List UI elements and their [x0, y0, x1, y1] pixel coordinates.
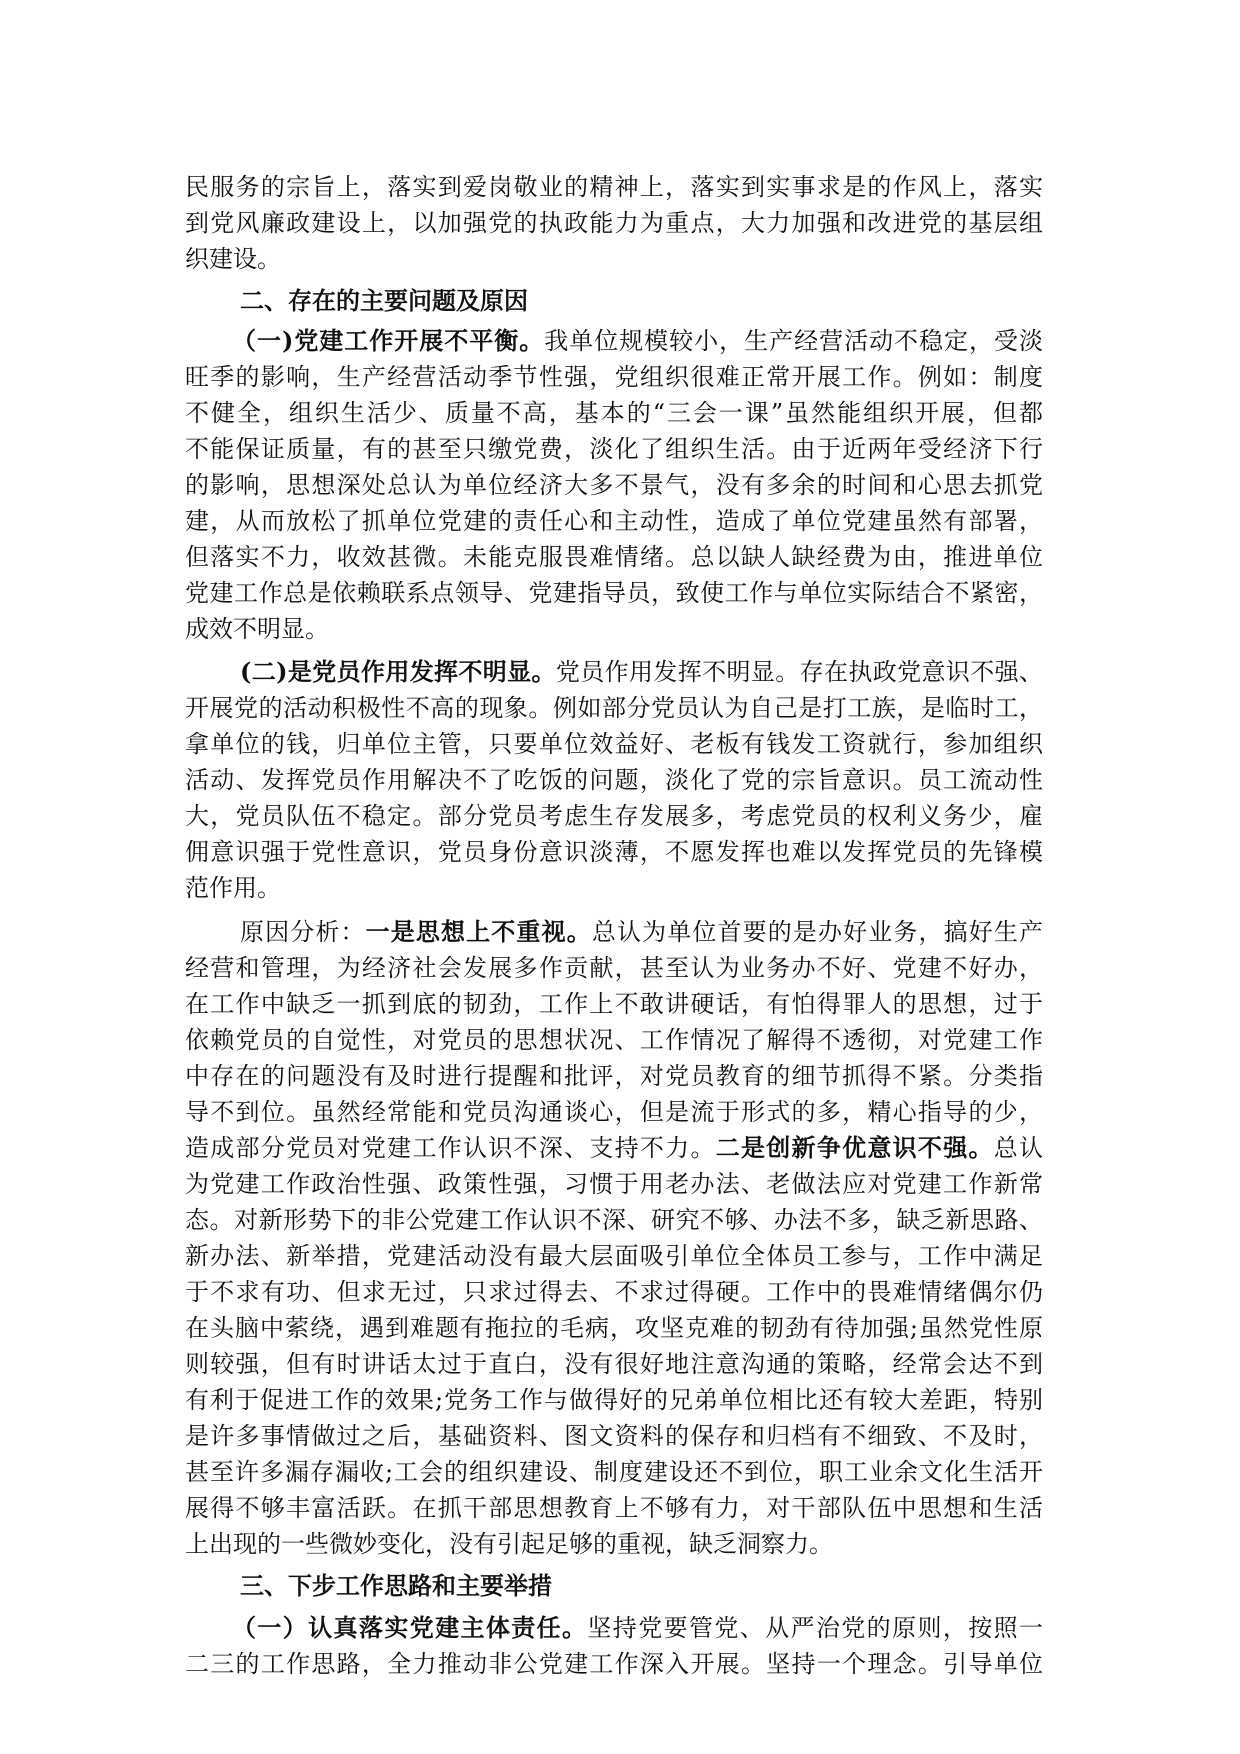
body-line: 到党风廉政建设上，以加强党的执政能力为重点，大力加强和改进党的基层组 [185, 209, 1043, 237]
body-line: 于不求有功、但求无过，只求过得去、不求过得硬。工作中的畏难情绪偶尔仍 [185, 1278, 1043, 1306]
body-line: 则较强，但有时讲话太过于直白，没有很好地注意沟通的策略，经常会达不到 [185, 1350, 1043, 1378]
body-line: 经营和管理，为经济社会发展多作贡献，甚至认为业务办不好、党建不好办， [185, 954, 1043, 982]
paragraph-first-line: (二)是党员作用发挥不明显。党员作用发挥不明显。存在执政党意识不强、 [240, 657, 1043, 686]
body-line: 党建工作总是依赖联系点领导、党建指导员，致使工作与单位实际结合不紧密， [185, 579, 1043, 607]
body-line: 中存在的问题没有及时进行提醒和批评，对党员教育的细节抓得不紧。分类指 [185, 1062, 1043, 1090]
body-line: 的影响，思想深处总认为单位经济大多不景气，没有多余的时间和心思去抓党 [185, 471, 1043, 499]
body-line: 是许多事情做过之后，基础资料、图文资料的保存和归档有不细致、不及时， [185, 1422, 1043, 1450]
paragraph-lead: (二)是党员作用发挥不明显。 [240, 657, 556, 686]
body-line: 但落实不力，收效甚微。未能克服畏难情绪。总以缺人缺经费为由，推进单位 [185, 543, 1043, 571]
body-line: 依赖党员的自觉性，对党员的思想状况、工作情况了解得不透彻，对党建工作 [185, 1026, 1043, 1054]
body-line: 开展党的活动积极性不高的现象。例如部分党员认为自己是打工族，是临时工， [185, 694, 1043, 722]
paragraph-first-line: （一）认真落实党建主体责任。坚持党要管党、从严治党的原则，按照一 [232, 1613, 1044, 1642]
body-line: 不能保证质量，有的甚至只缴党费，淡化了组织生活。由于近两年受经济下行 [185, 435, 1043, 463]
body-line: 态。对新形势下的非公党建工作认识不深、研究不够、办法不多，缺乏新思路、 [185, 1206, 1043, 1234]
body-line: 在头脑中萦绕，遇到难题有拖拉的毛病，攻坚克难的韧劲有待加强;虽然党性原 [185, 1314, 1043, 1342]
paragraph-lead: 二是创新争优意识不强。 [715, 1133, 994, 1162]
paragraph-lead: 一是思想上不重视。 [365, 917, 592, 946]
body-line: 不健全，组织生活少、质量不高，基本的“三会一课”虽然能组织开展，但都 [185, 399, 1043, 427]
body-line: 有利于促进工作的效果;党务工作与做得好的兄弟单位相比还有较大差距，特别 [185, 1386, 1043, 1414]
paragraph-first-line: 原因分析：一是思想上不重视。总认为单位首要的是办好业务，搞好生产 [240, 917, 1044, 946]
body-line: 范作用。 [185, 874, 281, 902]
body-line: 二三的工作思路，全力推动非公党建工作深入开展。坚持一个理念。引导单位 [185, 1650, 1043, 1678]
body-line: 新办法、新举措，党建活动没有最大层面吸引单位全体员工参与，工作中满足 [185, 1242, 1043, 1270]
body-line: 织建设。 [185, 245, 281, 273]
body-line: 旺季的影响，生产经营活动季节性强，党组织很难正常开展工作。例如：制度 [185, 363, 1043, 391]
section-heading: 三、下步工作思路和主要举措 [240, 1571, 552, 1600]
body-line: 拿单位的钱，归单位主管，只要单位效益好、老板有钱发工资就行，参加组织 [185, 730, 1043, 758]
paragraph-lead: （一)党建工作开展不平衡。 [232, 326, 545, 355]
body-line: 上出现的一些微妙变化，没有引起足够的重视，缺乏洞察力。 [185, 1530, 833, 1558]
body-line: 展得不够丰富活跃。在抓干部思想教育上不够有力，对干部队伍中思想和生活 [185, 1494, 1043, 1522]
body-line: 在工作中缺乏一抓到底的韧劲，工作上不敢讲硬话，有怕得罪人的思想，过于 [185, 990, 1043, 1018]
body-line: 建，从而放松了抓单位党建的责任心和主动性，造成了单位党建虽然有部署， [185, 507, 1043, 535]
body-line: 民服务的宗旨上，落实到爱岗敬业的精神上，落实到实事求是的作风上，落实 [185, 173, 1043, 201]
body-line: 活动、发挥党员作用解决不了吃饭的问题，淡化了党的宗旨意识。员工流动性 [185, 766, 1043, 794]
body-line: 甚至许多漏存漏收;工会的组织建设、制度建设还不到位，职工业余文化生活开 [185, 1458, 1043, 1486]
body-line: 佣意识强于党性意识，党员身份意识淡薄，不愿发挥也难以发挥党员的先锋模 [185, 838, 1043, 866]
body-line: 造成部分党员对党建工作认识不深、支持不力。二是创新争优意识不强。总认 [185, 1133, 1044, 1162]
body-line: 成效不明显。 [185, 615, 329, 643]
section-heading: 二、存在的主要问题及原因 [240, 286, 528, 315]
body-line: 大，党员队伍不稳定。部分党员考虑生存发展多，考虑党员的权利义务少，雇 [185, 802, 1043, 830]
body-line: 导不到位。虽然经常能和党员沟通谈心，但是流于形式的多，精心指导的少， [185, 1098, 1043, 1126]
paragraph-first-line: （一)党建工作开展不平衡。我单位规模较小，生产经营活动不稳定，受淡 [232, 326, 1044, 355]
paragraph-lead: （一）认真落实党建主体责任。 [232, 1613, 588, 1642]
analysis-label: 原因分析： [240, 918, 366, 946]
body-line: 为党建工作政治性强、政策性强，习惯于用老办法、老做法应对党建工作新常 [185, 1170, 1043, 1198]
